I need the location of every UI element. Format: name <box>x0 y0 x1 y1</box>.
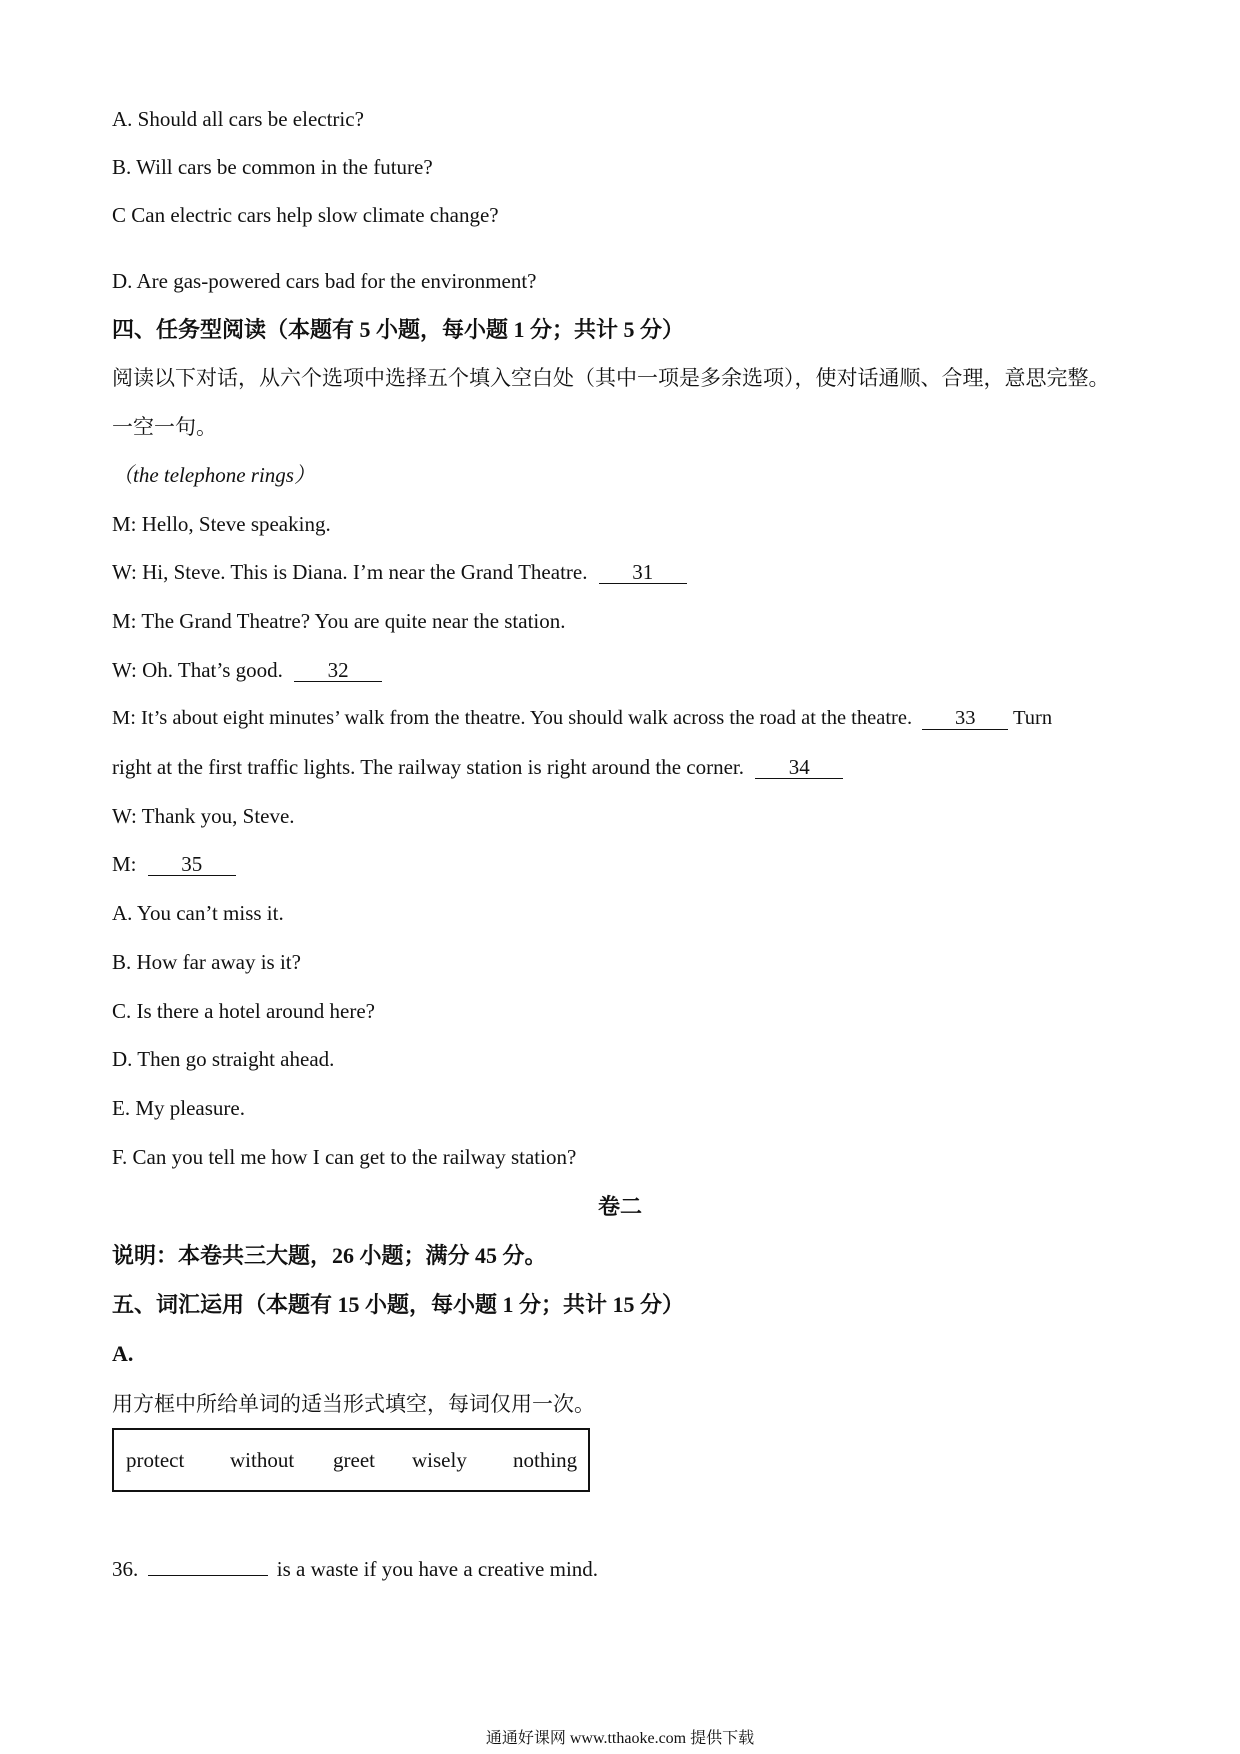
dialogue-line-2 <box>112 558 687 586</box>
word-box <box>112 1428 590 1492</box>
section4-heading: 四、任务型阅读（本题有 5 小题，每小题 1 分；共计 5 分） <box>112 317 685 342</box>
answer-option-c: C. Is there a hotel around here? <box>112 999 375 1023</box>
word-box-item: without <box>230 1448 295 1472</box>
paper2-title: 卷二 <box>597 1194 642 1219</box>
answer-option-a: A. You can’t miss it. <box>112 901 284 925</box>
dialogue-text: right at the first traffic lights. The railway station is right around the corner. <box>112 755 744 779</box>
word-box-item: greet <box>333 1448 375 1472</box>
word-box-item: protect <box>126 1448 185 1472</box>
word-box-item: nothing <box>513 1448 578 1472</box>
word-box-item: wisely <box>412 1448 467 1472</box>
dialogue-text: W: Hi, Steve. This is Diana. I’m near the Grand Theatre. <box>112 560 588 584</box>
blank-34: 34 <box>755 756 843 779</box>
stage-direction: （the telephone rings） <box>112 463 315 487</box>
option-c: C Can electric cars help slow climate change? <box>112 203 499 227</box>
blank-35: 35 <box>148 853 236 876</box>
dialogue-line-8 <box>112 850 236 878</box>
question-36 <box>112 1555 598 1583</box>
dialogue-text: M: <box>112 852 137 876</box>
part-a-label: A. <box>112 1341 134 1366</box>
blank-32: 32 <box>294 659 382 682</box>
option-d: D. Are gas-powered cars bad for the environment? <box>112 269 537 293</box>
page-footer: 通通好课网 www.tthaoke.com 提供下载 <box>485 1730 755 1747</box>
answer-option-b: B. How far away is it? <box>112 950 301 974</box>
option-b: B. Will cars be common in the future? <box>112 155 433 179</box>
blank-31: 31 <box>599 561 687 584</box>
dialogue-line-1: M: Hello, Steve speaking. <box>112 512 331 536</box>
section4-instruction-1: 阅读以下对话，从六个选项中选择五个填入空白处（其中一项是多余选项），使对话通顺、合理，意思完整。 <box>112 366 1110 390</box>
paper2-note: 说明：本卷共三大题，26 小题；满分 45 分。 <box>112 1243 547 1268</box>
section5-heading: 五、词汇运用（本题有 15 小题，每小题 1 分；共计 15 分） <box>112 1292 685 1317</box>
answer-option-e: E. My pleasure. <box>112 1096 245 1120</box>
dialogue-line-7: W: Thank you, Steve. <box>112 804 295 828</box>
section5-instruction: 用方框中所给单词的适当形式填空，每词仅用一次。 <box>112 1392 595 1416</box>
dialogue-line-6 <box>112 753 843 781</box>
section4-instruction-2: 一空一句。 <box>112 415 217 439</box>
blank-36 <box>148 1575 268 1576</box>
blank-33: 33 <box>922 707 1008 730</box>
option-a: A. Should all cars be electric? <box>112 107 364 131</box>
dialogue-line-5 <box>112 704 1052 732</box>
dialogue-text-tail: Turn <box>1012 707 1053 729</box>
dialogue-text: W: Oh. That’s good. <box>112 658 283 682</box>
answer-option-d: D. Then go straight ahead. <box>112 1047 335 1071</box>
dialogue-text: M: It’s about eight minutes’ walk from the theatre. You should walk across the road at the theatre. <box>112 707 913 729</box>
question-number: 36. <box>112 1557 139 1581</box>
dialogue-line-3: M: The Grand Theatre? You are quite near the station. <box>112 609 566 633</box>
answer-option-f: F. Can you tell me how I can get to the railway station? <box>112 1145 577 1169</box>
question-text: is a waste if you have a creative mind. <box>276 1557 599 1581</box>
dialogue-line-4 <box>112 656 382 684</box>
